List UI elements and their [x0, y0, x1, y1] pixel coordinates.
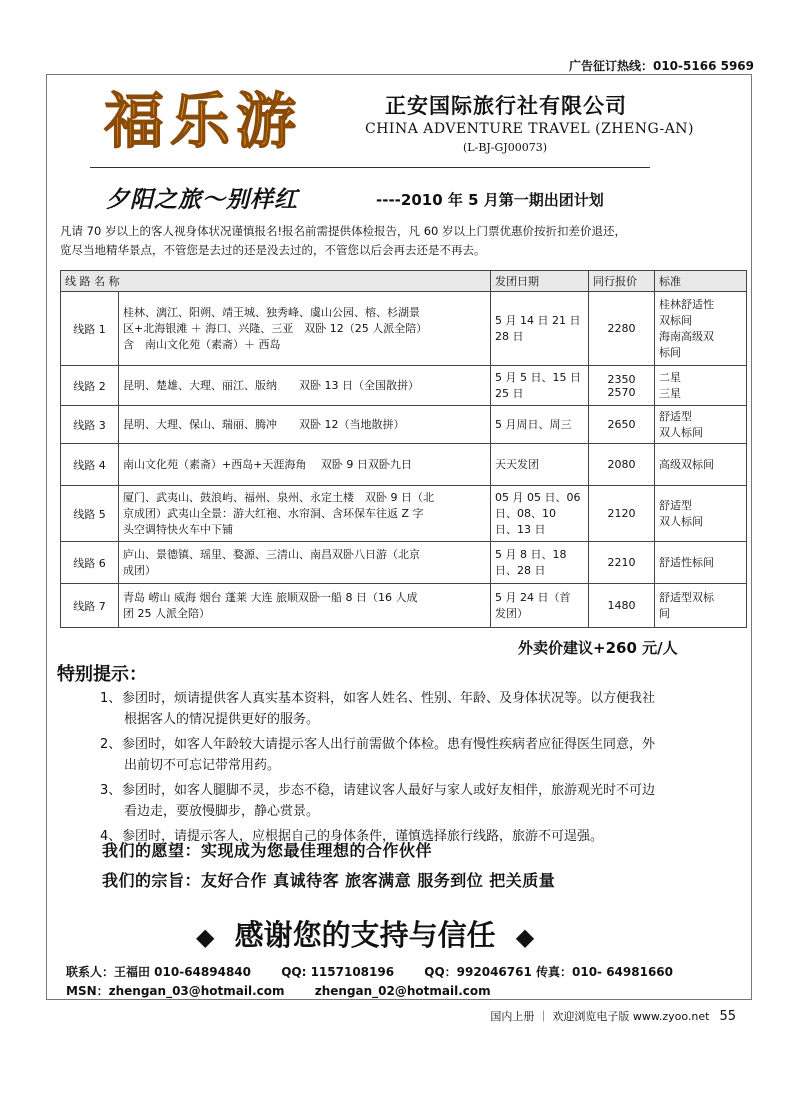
route-standard: 舒适型 双人标间	[655, 486, 747, 542]
intro-line: 凡请 70 岁以上的客人视身体状况谨慎报名!报名前需提供体检报告，凡 60 岁以上门票优惠价按折扣差价退还，	[60, 224, 626, 238]
company-name-en: CHINA ADVENTURE TRAVEL (ZHENG-AN)	[365, 121, 695, 137]
route-standard: 高级双标间	[655, 444, 747, 486]
table-row	[61, 292, 747, 366]
col-header-price: 同行报价	[589, 271, 655, 292]
license-number: (L-BJ-GJ00073)	[463, 141, 548, 154]
contact-qq: QQ: 1157108196	[281, 965, 395, 979]
route-name: 线路 1	[61, 292, 119, 366]
logo-text: 福乐游	[104, 87, 302, 157]
route-standard: 舒适性标间	[655, 542, 747, 584]
col-header-date: 发团日期	[491, 271, 589, 292]
route-name: 线路 7	[61, 584, 119, 628]
contact-msn: MSN：zhengan_03@hotmail.com	[66, 984, 285, 998]
route-name: 线路 4	[61, 444, 119, 486]
route-standard: 桂林舒适性 双标间 海南高级双 标间	[655, 292, 747, 366]
route-date: 5 月 5 日、15 日 25 日	[491, 366, 589, 406]
contact-info	[66, 963, 699, 1001]
intro-text	[60, 222, 710, 260]
route-standard: 舒适型双标 间	[655, 584, 747, 628]
suggested-sale-price: 外卖价建议+260 元/人	[518, 639, 678, 657]
table-row	[61, 406, 747, 444]
tips-title: 特别提示：	[57, 664, 147, 685]
table-row	[61, 584, 747, 628]
company-tenet: 我们的宗旨：友好合作 真诚待客 旅客满意 服务到位 把关质量	[102, 871, 556, 890]
table-row	[61, 366, 747, 406]
contact-msn: zhengan_02@hotmail.com	[314, 984, 491, 998]
diamond-icon: ◆	[515, 923, 535, 951]
page-footer	[490, 1008, 736, 1024]
route-date: 5 月 8 日、18 日、28 日	[491, 542, 589, 584]
tip-item: 4、参团时，请提示客人，应根据自己的身体条件，谨慎选择旅行线路，旅游不可逞强。	[100, 829, 604, 844]
diamond-icon: ◆	[196, 923, 215, 951]
table-row	[61, 542, 747, 584]
route-price: 2280	[589, 292, 655, 366]
tips-list	[100, 688, 750, 851]
header-divider	[90, 167, 650, 168]
company-name-cn: 正安国际旅行社有限公司	[385, 94, 627, 118]
route-desc: 厦门、武夷山、鼓浪屿、福州、泉州、永定土楼 双卧 9 日（北 京成团）武夷山全景：游大红袍、水帘洞、含环保车往返 Z 字 头空调特快火车中下铺	[119, 486, 491, 542]
route-price: 2210	[589, 542, 655, 584]
route-date: 5 月 14 日 21 日 28 日	[491, 292, 589, 366]
col-header-route: 线 路 名 称	[61, 271, 491, 292]
tour-plan-subtitle: ----2010 年 5 月第一期出团计划	[376, 191, 604, 209]
ad-hotline: 广告征订热线：010-5166 5969	[568, 59, 754, 73]
tip-item: 3、参团时，如客人腿脚不灵，步态不稳，请建议客人最好与家人或好友相伴，旅游观光时不可边 看边走，要放慢脚步，静心赏景。	[100, 783, 656, 819]
route-name: 线路 5	[61, 486, 119, 542]
route-name: 线路 6	[61, 542, 119, 584]
route-desc: 南山文化苑（素斋）+西岛+天涯海角 双卧 9 日双卧九日	[119, 444, 491, 486]
tour-title: 夕阳之旅〜别样红	[106, 186, 298, 213]
thanks-text: 感谢您的支持与信任	[234, 918, 496, 952]
route-price: 1480	[589, 584, 655, 628]
company-vision: 我们的愿望：实现成为您最佳理想的合作伙伴	[102, 841, 433, 860]
route-standard: 二星 三星	[655, 366, 747, 406]
contact-person: 联系人：王福田 010-64894840	[66, 965, 252, 979]
table-row	[61, 444, 747, 486]
route-date: 05 月 05 日、06 日、08、10 日、13 日	[491, 486, 589, 542]
route-price: 2120	[589, 486, 655, 542]
route-date: 5 月 24 日（首 发团）	[491, 584, 589, 628]
route-desc: 昆明、楚雄、大理、丽江、版纳 双卧 13 日（全国散拼）	[119, 366, 491, 406]
route-desc: 青岛 崂山 威海 烟台 蓬莱 大连 旅顺双卧一船 8 日（16 人成 团 25 人派全陪）	[119, 584, 491, 628]
footer-text: 国内上册 ｜ 欢迎浏览电子版 www.zyoo.net	[490, 1010, 710, 1023]
page-number: 55	[719, 1009, 736, 1024]
thanks-banner	[186, 913, 544, 954]
company-logo	[100, 80, 350, 158]
route-desc: 昆明、大理、保山、瑞丽、腾冲 双卧 12（当地散拼）	[119, 406, 491, 444]
route-date: 天天发团	[491, 444, 589, 486]
tip-item: 2、参团时，如客人年龄较大请提示客人出行前需做个体检。患有慢性疾病者应征得医生同意，外 出前切不可忘记带常用药。	[100, 737, 656, 773]
route-price: 2080	[589, 444, 655, 486]
table-row	[61, 486, 747, 542]
route-name: 线路 2	[61, 366, 119, 406]
routes-table	[60, 270, 747, 628]
route-desc: 庐山、景德镇、瑶里、婺源、三清山、南昌双卧八日游（北京 成团）	[119, 542, 491, 584]
table-header-row	[61, 271, 747, 292]
route-desc: 桂林、漓江、阳朔、靖王城、独秀峰、虞山公园、榕、杉湖景 区+北海银滩 ＋ 海口、兴隆、三亚 双卧 12（25 人派全陪） 含 南山文化苑（素斋）＋ 西岛	[119, 292, 491, 366]
col-header-standard: 标准	[655, 271, 747, 292]
route-name: 线路 3	[61, 406, 119, 444]
intro-line: 览尽当地精华景点，不管您是去过的还是没去过的，不管您以后会再去还是不再去。	[60, 243, 486, 257]
route-price: 2650	[589, 406, 655, 444]
route-date: 5 月周日、周三	[491, 406, 589, 444]
route-standard: 舒适型 双人标间	[655, 406, 747, 444]
contact-qq-fax: QQ：992046761 传真：010- 64981660	[424, 965, 673, 979]
route-price: 2350 2570	[589, 366, 655, 406]
tip-item: 1、参团时，烦请提供客人真实基本资料，如客人姓名、性别、年龄、及身体状况等。以方便我社 根据客人的情况提供更好的服务。	[100, 691, 656, 727]
